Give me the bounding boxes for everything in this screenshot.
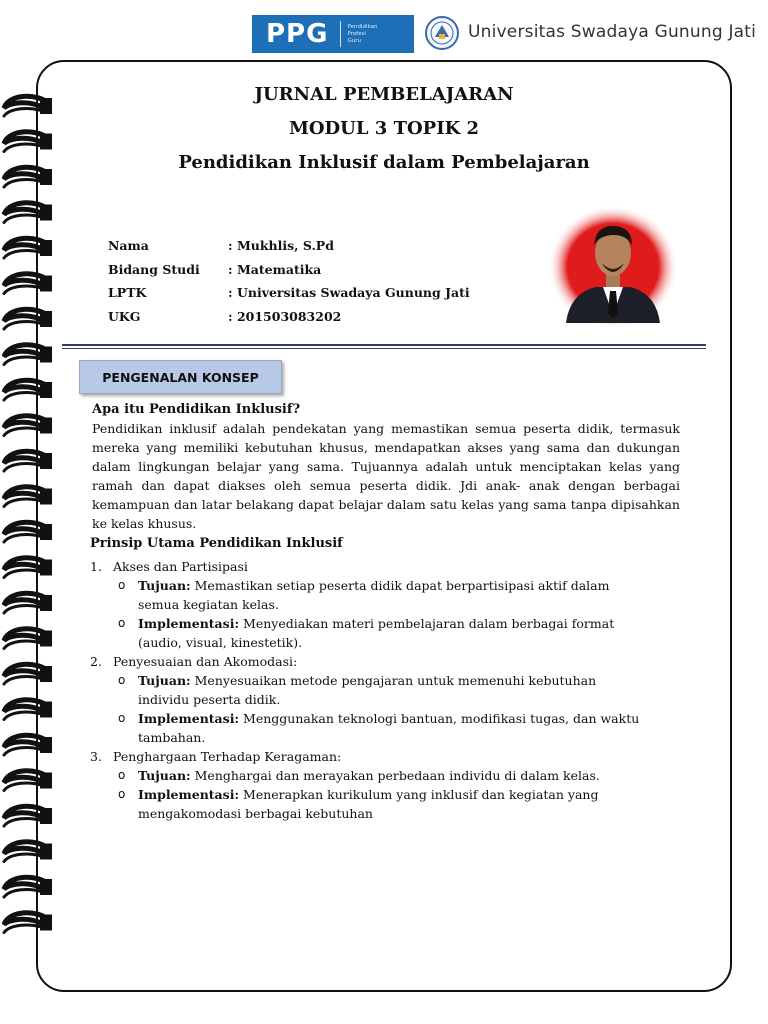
ppg-sub-line-2: Profesi [347, 30, 366, 37]
header-divider [62, 344, 706, 349]
ppg-sub-line-1: Pendidikan [347, 23, 378, 30]
item-number: 1. [90, 559, 102, 574]
concept-section-badge [79, 360, 282, 394]
info-row-bidang [108, 258, 470, 282]
ukg-label: UKG [108, 308, 141, 324]
implementasi-label: Implementasi: [138, 711, 240, 726]
ppg-sub-line-3: Guru [347, 37, 361, 44]
profile-photo [548, 205, 678, 330]
spiral-coil [4, 629, 52, 649]
bullet-icon: o [118, 787, 126, 801]
lptk-value: : Universitas Swadaya Gunung Jati [228, 285, 470, 301]
spiral-binding-icon [0, 88, 60, 938]
spiral-coil [4, 593, 52, 613]
info-row-lptk [108, 281, 470, 305]
ppg-logo [252, 15, 414, 53]
spiral-coil [4, 309, 52, 329]
item-number: 3. [90, 749, 102, 764]
spiral-coil [4, 913, 52, 933]
spiral-coil [4, 522, 52, 542]
sub-list-item [118, 614, 680, 652]
spiral-coil [4, 203, 52, 223]
university-name: Universitas Swadaya Gunung Jati [468, 22, 757, 42]
spiral-coil [4, 771, 52, 791]
principles-list [90, 557, 680, 823]
implementasi-text: Menyediakan materi pembelajaran dalam berbagai format (audio, visual, kinestetik). [138, 616, 615, 650]
ppg-logo-divider [340, 21, 341, 47]
bullet-icon: o [118, 768, 126, 782]
principles-heading: Prinsip Utama Pendidikan Inklusif [90, 536, 343, 551]
sub-list-item [118, 766, 680, 785]
sub-list-item [118, 709, 680, 747]
list-item [90, 652, 680, 671]
item-title: Akses dan Partisipasi [113, 559, 248, 574]
tujuan-label: Tujuan: [138, 768, 191, 783]
spiral-coil [4, 735, 52, 755]
tujuan-label: Tujuan: [138, 673, 191, 688]
item-title: Penghargaan Terhadap Keragaman: [113, 749, 342, 764]
spiral-coil [4, 700, 52, 720]
tujuan-text: Memastikan setiap peserta didik dapat berpartisipasi aktif dalam semua kegiatan kelas. [138, 578, 610, 612]
spiral-coil [4, 664, 52, 684]
item-title: Penyesuaian dan Akomodasi: [113, 654, 298, 669]
concept-section-label: PENGENALAN KONSEP [102, 369, 259, 385]
spiral-coil [4, 806, 52, 826]
list-item [90, 747, 680, 766]
spiral-coil [4, 380, 52, 400]
bullet-icon: o [118, 711, 126, 725]
university-seal-icon [424, 15, 460, 51]
question-heading: Apa itu Pendidikan Inklusif? [92, 402, 301, 417]
bullet-icon: o [118, 673, 126, 687]
ukg-value: : 201503083202 [228, 308, 342, 324]
implementasi-label: Implementasi: [138, 787, 240, 802]
implementasi-text: Menggunakan teknologi bantuan, modifikasi tugas, dan waktu tambahan. [138, 711, 640, 745]
identity-info [108, 234, 470, 328]
list-item [90, 557, 680, 576]
info-row-nama [108, 234, 470, 258]
spiral-coil [4, 877, 52, 897]
bullet-icon: o [118, 616, 126, 630]
spiral-coil [4, 238, 52, 258]
spiral-coil [4, 451, 52, 471]
sub-list-item [118, 576, 680, 614]
journal-title: JURNAL PEMBELAJARAN [254, 84, 514, 105]
nama-value: : Mukhlis, S.Pd [228, 238, 334, 254]
info-row-ukg [108, 305, 470, 329]
spiral-coil [4, 487, 52, 507]
tujuan-text: Menghargai dan merayakan perbedaan individu di dalam kelas. [190, 768, 600, 783]
spiral-coil [4, 842, 52, 862]
sub-list-item [118, 671, 680, 709]
spiral-coil [4, 274, 52, 294]
module-title: MODUL 3 TOPIK 2 [288, 118, 480, 139]
definition-paragraph: Pendidikan inklusif adalah pendekatan yang memastikan semua peserta didik, termasuk mereka yang memiliki kebutuhan khusus, mendapatkan akses yang sama dan dukungan dalam lingkungan belajar yang sama. Tujuannya adalah untuk menciptakan kelas yang ramah dan dapat diakses oleh semua peserta didik. Jdi anak- anak dengan berbagai kemampuan dan latar belakang dapat belajar dalam satu kelas yang sama tanpa dipisahkan ke kelas khusus. [92, 421, 680, 531]
bullet-icon: o [118, 578, 126, 592]
lptk-label: LPTK [108, 285, 147, 301]
tujuan-label: Tujuan: [138, 578, 191, 593]
implementasi-label: Implementasi: [138, 616, 240, 631]
nama-label: Nama [108, 238, 149, 254]
spiral-coil [4, 345, 52, 365]
tujuan-text: Menyesuaikan metode pengajaran untuk memenuhi kebutuhan individu peserta didik. [138, 673, 597, 707]
implementasi-text: Menerapkan kurikulum yang inklusif dan kegiatan yang mengakomodasi berbagai kebutuhan [138, 787, 599, 821]
item-number: 2. [90, 654, 102, 669]
ppg-logo-text: PPG [266, 19, 329, 49]
spiral-coil [4, 558, 52, 578]
ppg-logo-subtitle [347, 24, 377, 45]
bidang-value: : Matematika [228, 261, 322, 277]
bidang-label: Bidang Studi [108, 261, 200, 277]
spiral-coil [4, 416, 52, 436]
topic-title: Pendidikan Inklusif dalam Pembelajaran [178, 152, 590, 173]
sub-list-item [118, 785, 680, 823]
